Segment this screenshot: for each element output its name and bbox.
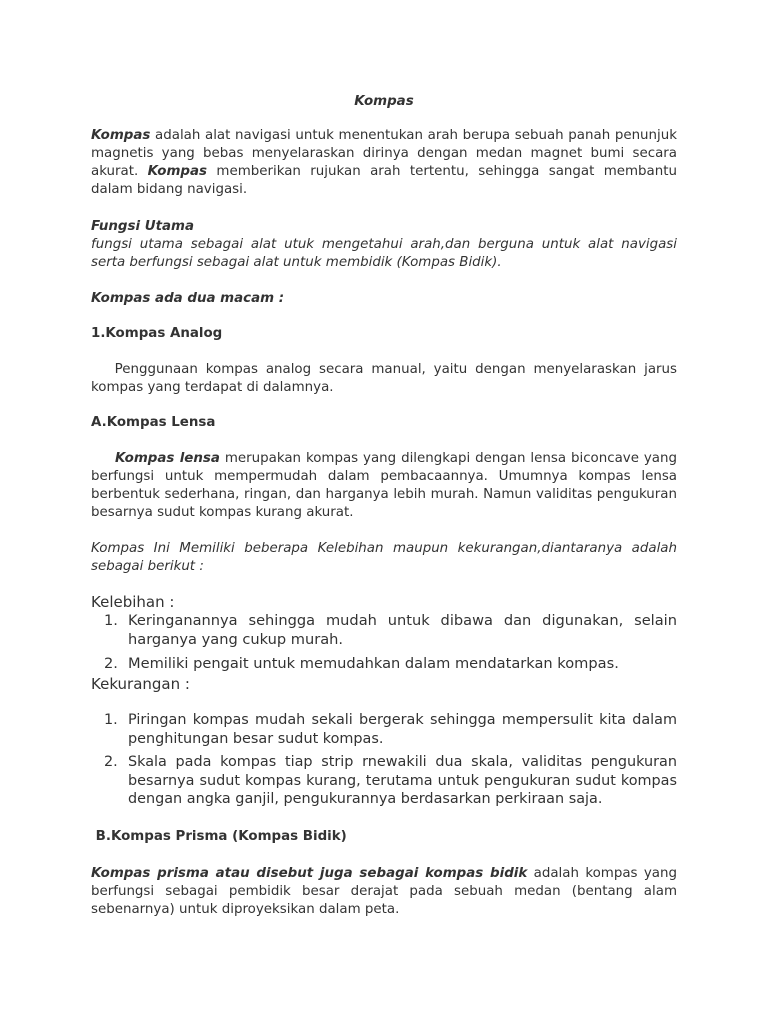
fungsi-paragraph: fungsi utama sebagai alat utuk mengetahui arah,dan berguna untuk alat navigasi serta berfungsi sebagai alat untuk membidik (Kompas Bidik).	[91, 237, 677, 270]
lensa-term: Kompas lensa	[115, 451, 220, 466]
intro-term-1: Kompas	[91, 128, 151, 143]
lensa-paragraph	[91, 450, 677, 522]
page-title: Kompas	[354, 94, 414, 109]
list-text: Memiliki pengait untuk memudahkan dalam mendatarkan kompas.	[128, 655, 619, 672]
kekurangan-list	[91, 711, 677, 809]
list-number: 2.	[104, 754, 118, 770]
list-text: Keringanannya sehingga mudah untuk dibawa dan digunakan, selain harganya yang cukup murah.	[128, 612, 677, 648]
list-item	[91, 753, 677, 809]
list-text: Skala pada kompas tiap strip rnewakili dua skala, validitas pengukuran besarnya sudut kompas kurang, terutama untuk pengukuran sudut kompas dengan angka ganjil, pengukurannya berdasarkan perkiraan saja.	[128, 754, 677, 807]
list-number: 1.	[104, 612, 118, 629]
lensa-note: Kompas Ini Memiliki beberapa Kelebihan maupun kekurangan,diantaranya adalah sebagai berikut :	[91, 541, 677, 574]
prisma-heading: B.Kompas Prisma (Kompas Bidik)	[91, 829, 347, 844]
lensa-text: merupakan kompas yang dilengkapi dengan lensa biconcave yang berfungsi untuk mempermudah dalam pembacaannya. Umumnya kompas lensa berbentuk sederhana, ringan, dan harganya lebih murah. Namun validitas pengukuran besarnya sudut kompas kurang akurat.	[91, 451, 677, 520]
fungsi-heading: Fungsi Utama	[91, 219, 195, 234]
kekurangan-label: Kekurangan	[91, 675, 181, 693]
kelebihan-colon: :	[164, 593, 175, 611]
intro-text-1: adalah alat navigasi untuk menentukan arah berupa sebuah panah penunjuk magnetis yang bebas menyelaraskan dirinya dengan medan magnet bumi secara akurat.	[91, 128, 677, 179]
kelebihan-list	[91, 611, 677, 673]
list-item	[91, 654, 677, 673]
prisma-paragraph	[91, 865, 677, 919]
intro-term-2: Kompas	[147, 164, 208, 179]
list-text: Piringan kompas mudah sekali bergerak sehingga mempersulit kita dalam penghitungan besar sudut kompas.	[128, 712, 677, 747]
kekurangan-heading	[91, 674, 677, 694]
prisma-term: Kompas prisma atau disebut juga sebagai kompas bidik	[91, 866, 528, 881]
analog-paragraph: Penggunaan kompas analog secara manual, yaitu dengan menyelaraskan jarus kompas yang terdapat di dalamnya.	[91, 362, 682, 395]
list-item	[91, 611, 677, 649]
intro-paragraph	[91, 127, 677, 199]
kekurangan-colon: :	[180, 675, 190, 693]
kelebihan-label: Kelebihan	[91, 593, 165, 611]
prisma-text: adalah kompas yang berfungsi sebagai pembidik besar derajat pada sebuah medan (bentang alam sebenarnya) untuk diproyeksikan dalam peta.	[91, 866, 677, 917]
analog-heading: 1.Kompas Analog	[91, 326, 223, 341]
lensa-heading: A.Kompas Lensa	[91, 415, 216, 430]
list-number: 2.	[104, 655, 118, 672]
kelebihan-heading	[91, 592, 677, 612]
list-number: 1.	[104, 712, 118, 728]
macam-heading: Kompas ada dua macam :	[91, 291, 285, 306]
list-item	[91, 711, 677, 748]
intro-text-2: memberikan rujukan arah tertentu, sehingga sangat membantu dalam bidang navigasi.	[91, 164, 677, 197]
